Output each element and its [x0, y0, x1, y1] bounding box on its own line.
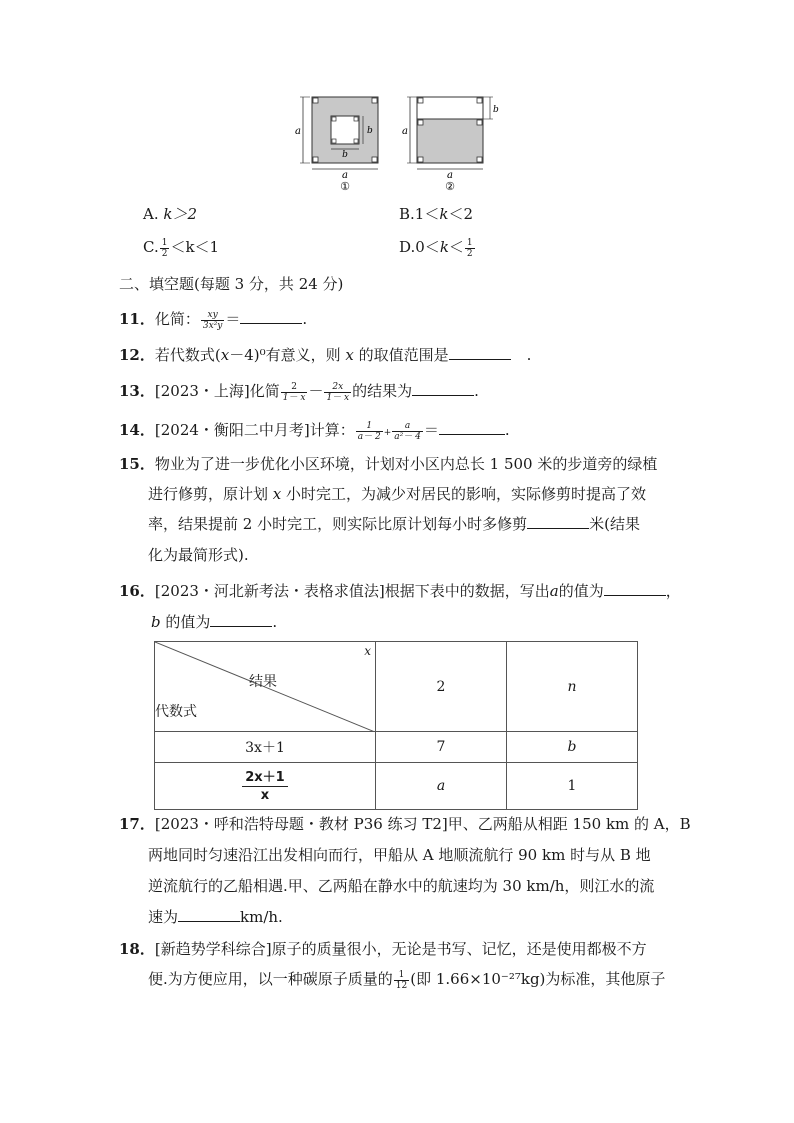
- answer-blank[interactable]: [449, 358, 511, 360]
- fig2-side-a-bottom: a: [447, 170, 453, 181]
- answer-blank[interactable]: [527, 527, 589, 529]
- q14-fraction-2: $\frac{a}{\text{a²－ 4}}$: [394, 420, 421, 442]
- answer-blank[interactable]: [412, 394, 474, 396]
- table-header-2: 2: [376, 642, 507, 732]
- table-row1-c2: b: [507, 732, 638, 763]
- fig1-side-a-bottom: a: [342, 170, 348, 181]
- question-13: 13．[2023・上海]化简 $\frac{2}{1- x}$ － $\frac{2x}{1- x}$ 的结果为 .: [119, 381, 479, 403]
- option-c: C. $\frac{1}{2}$ ＜k＜1: [143, 237, 220, 259]
- q13-fraction-2: $\frac{2x}{1- x}$: [326, 381, 350, 403]
- fig1-inner-b-right: b: [367, 126, 373, 136]
- fig2-side-b: b: [493, 105, 499, 115]
- q11-fraction: $\frac{xy}{\text{3x²y}}$: [202, 309, 223, 331]
- fig1-label: ①: [340, 180, 350, 193]
- answer-blank[interactable]: [178, 920, 240, 922]
- q13-fraction-1: $\frac{2}{1- x}$: [282, 381, 306, 403]
- table-row1-c1: 7: [376, 732, 507, 763]
- question-11: 11．化简： $\frac{xy}{\text{3x²y}}$ ＝ .: [119, 309, 308, 331]
- table-corner-cell: [155, 642, 376, 732]
- fig1-inner-b-bottom: b: [342, 150, 348, 160]
- table-header-n: n: [507, 642, 638, 732]
- fig2-label: ②: [445, 180, 455, 193]
- section-title: 二、填空题(每题 3 分，共 24 分): [119, 275, 344, 293]
- fig1-side-a-left: a: [295, 126, 301, 137]
- question-12: 12．若代数式(x－4)⁰有意义，则 x 的取值范围是 .: [119, 346, 532, 364]
- corner-expression: 代数式: [155, 704, 197, 720]
- option-d-fraction: $\frac{1}{2}$: [466, 237, 473, 259]
- corner-result: 结果: [249, 674, 277, 690]
- corner-x: x: [364, 644, 371, 658]
- option-b: B.1＜k＜2: [399, 205, 473, 223]
- answer-blank[interactable]: [210, 625, 272, 627]
- square-figures: [290, 88, 510, 194]
- figure-1: [295, 97, 378, 193]
- answer-blank[interactable]: [439, 433, 505, 435]
- table-row1-label: 3x＋1: [155, 732, 376, 763]
- answer-blank[interactable]: [604, 594, 666, 596]
- table-row2-c2: 1: [507, 763, 638, 810]
- q18-fraction: $\frac{1}{12}$: [395, 969, 408, 991]
- table-row2-c1: a: [376, 763, 507, 810]
- fig2-side-a-left: a: [402, 126, 408, 137]
- answer-blank[interactable]: [240, 322, 302, 324]
- values-table: [154, 641, 638, 810]
- question-14: 14．[2024・衡阳二中月考]计算： $\frac{1}{a- 2}$ + $\frac{a}{\text{a²－ 4}}$ ＝ .: [119, 420, 510, 442]
- option-d: D.0＜k＜ $\frac{1}{2}$: [399, 237, 473, 259]
- figure-2: [402, 97, 499, 193]
- table-row2-label: $\frac{2x+1}{x}$: [155, 763, 376, 810]
- option-c-fraction: $\frac{1}{2}$: [161, 237, 168, 259]
- q14-fraction-1: $\frac{1}{a- 2}$: [357, 420, 381, 442]
- option-a: A. k＞2: [143, 205, 198, 223]
